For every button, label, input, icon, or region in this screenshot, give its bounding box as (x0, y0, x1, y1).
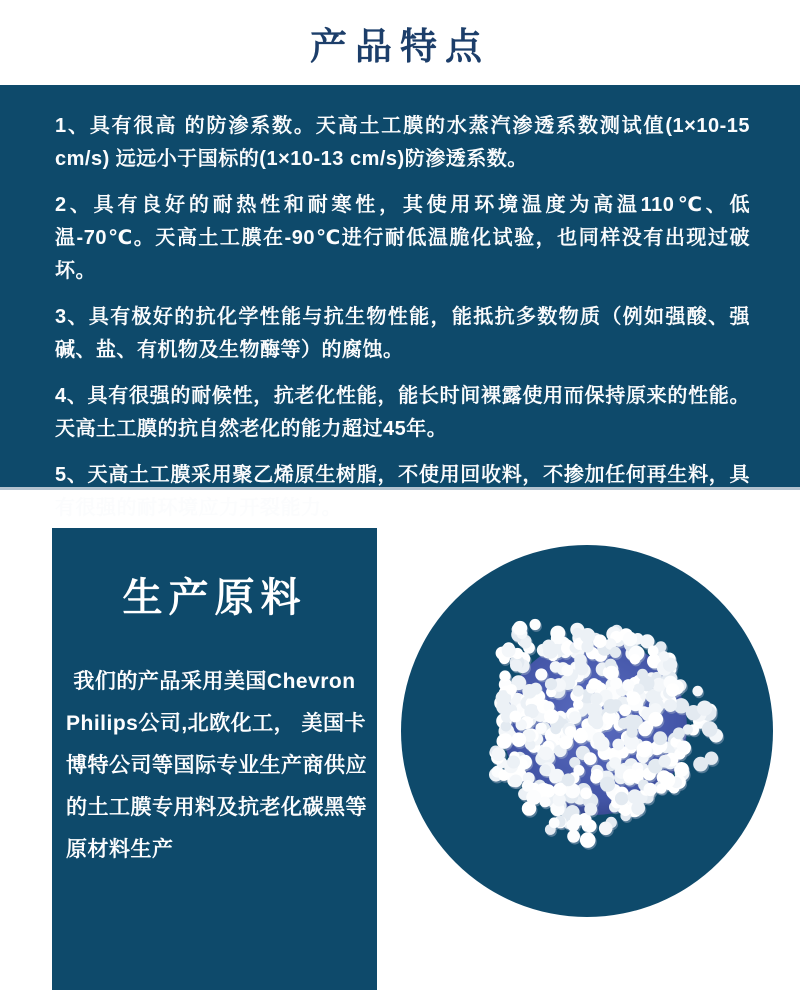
production-text-line: 原材料生产 (66, 838, 174, 861)
production-text-line: 的土工膜专用料及抗老化碳黑等 (66, 796, 367, 819)
production-text-line: 博特公司等国际专业生产商供应 (66, 754, 367, 777)
feature-item-1: 1、具有很高 的防渗系数。天高土工膜的水蒸汽渗透系数测试值(1×10-15 cm/s) 远远小于国标的(1×10-13 cm/s)防渗透系数。 (55, 115, 750, 170)
production-text-line: 我们的产品采用美国Chevron (73, 670, 356, 693)
pellets-photo (401, 545, 773, 917)
features-panel (0, 85, 800, 519)
production-title: 生产原料 (122, 576, 307, 620)
feature-item-2: 2、具有良好的耐热性和耐寒性，其使用环境温度为高温110℃、低温-70℃。天高土工膜在-90℃进行耐低温脆化试验，也同样没有出现过破坏。 (55, 194, 750, 282)
pellets-image (401, 545, 773, 917)
feature-item-5: 5、天高土工膜采用聚乙烯原生树脂，不使用回收料，不掺加任何再生料，具有很强的耐环境应力开裂能力。 (55, 464, 750, 519)
production-text (66, 661, 367, 871)
page-title: 产品特点 (310, 25, 490, 67)
feature-item-4: 4、具有很强的耐候性，抗老化性能，能长时间裸露使用而保持原来的性能。天高土工膜的抗自然老化的能力超过45年。 (55, 385, 750, 440)
production-card (52, 528, 377, 990)
feature-item-3: 3、具有极好的抗化学性能与抗生物性能，能抵抗多数物质（例如强酸、强碱、盐、有机物及生物酶等）的腐蚀。 (55, 306, 750, 361)
header (0, 0, 800, 85)
production-text-line: Philips公司,北欧化工， 美国卡 (66, 712, 367, 735)
